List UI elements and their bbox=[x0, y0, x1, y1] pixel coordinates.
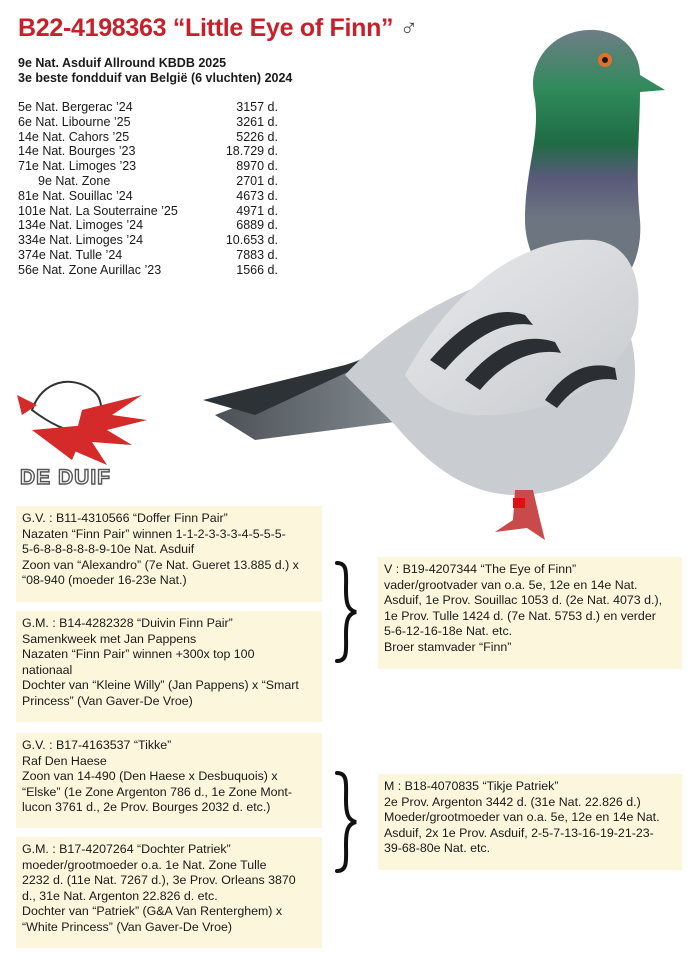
pedigree-line: 1e Prov. Tulle 1424 d. (7e Nat. 5753 d.) en verder bbox=[384, 608, 656, 623]
pedigree-line: Raf Den Haese bbox=[22, 753, 107, 768]
result-distance: 1566 d. bbox=[236, 262, 278, 277]
pedigree-line: “White Princess” (Van Gaver-De Vroe) bbox=[22, 919, 233, 934]
pedigree-line: 5-6-8-8-8-8-8-9-10e Nat. Asduif bbox=[22, 542, 195, 557]
result-race: 14e Nat. Cahors ’25 bbox=[18, 129, 130, 144]
pedigree-line: Zoon van 14-490 (Den Haese x Desbuquois) x bbox=[22, 769, 278, 784]
pedigree-line: G.V. : B17-4163537 “Tikke” bbox=[22, 738, 172, 752]
result-distance: 3157 d. bbox=[236, 100, 278, 114]
result-distance: 4673 d. bbox=[236, 188, 278, 203]
pedigree-line: Moeder/grootmoeder van o.a. 5e, 12e en 14e Nat. bbox=[384, 810, 660, 825]
result-race: 5e Nat. Bergerac ’24 bbox=[18, 100, 133, 114]
result-distance: 8970 d. bbox=[236, 159, 278, 174]
result-race: 334e Nat. Limoges ’24 bbox=[18, 233, 144, 248]
pedigree-line: 5-6-12-16-18e Nat. etc. bbox=[384, 624, 513, 639]
pedigree-line: Dochter van “Patriek” (G&A Van Renterghem) x bbox=[22, 904, 283, 919]
result-distance: 2701 d. bbox=[236, 173, 278, 188]
result-race: 101e Nat. La Souterraine ’25 bbox=[18, 203, 178, 218]
result-distance: 3261 d. bbox=[236, 114, 278, 129]
pedigree-line: Asduif, 2x 1e Prov. Asduif, 2-5-7-13-16-19-21-23- bbox=[384, 825, 654, 840]
pedigree-line: V : B19-4207344 “The Eye of Finn” bbox=[384, 562, 577, 576]
pedigree-line: “08-940 (moeder 16-23e Nat.) bbox=[22, 573, 187, 588]
result-distance: 5226 d. bbox=[236, 129, 278, 144]
result-race: 81e Nat. Souillac ’24 bbox=[18, 188, 133, 203]
pedigree-line: “Elske” (1e Zone Argenton 786 d., 1e Zone Mont- bbox=[22, 784, 292, 799]
pedigree-box-father bbox=[378, 557, 682, 669]
pedigree-line: G.M. : B14-4282328 “Duivin Finn Pair” bbox=[22, 616, 233, 630]
subtitle-line-2: 3e beste fondduif van België (6 vluchten) 2024 bbox=[18, 71, 293, 85]
pigeon-title: B22-4198363 “Little Eye of Finn” bbox=[18, 14, 394, 42]
result-race: 56e Nat. Zone Aurillac ’23 bbox=[18, 262, 162, 277]
pedigree-box-grandfather-maternal bbox=[16, 733, 322, 828]
result-distance: 7883 d. bbox=[236, 247, 278, 262]
subtitle-line-1: 9e Nat. Asduif Allround KBDB 2025 bbox=[18, 56, 227, 70]
pedigree-line: Zoon van “Alexandro” (7e Nat. Gueret 13.885 d.) x bbox=[22, 557, 299, 572]
result-distance: 18.729 d. bbox=[225, 144, 278, 159]
result-distance: 4971 d. bbox=[236, 203, 278, 218]
pedigree-line: nationaal bbox=[22, 662, 73, 677]
male-symbol: ♂ bbox=[399, 15, 418, 42]
brace-maternal bbox=[334, 770, 360, 874]
pedigree-line: Samenkweek met Jan Pappens bbox=[22, 631, 197, 646]
result-distance: 6889 d. bbox=[236, 218, 278, 233]
pigeon-image bbox=[195, 20, 675, 550]
pedigree-line: lucon 3761 d., 2e Prov. Bourges 2032 d. etc.) bbox=[22, 800, 271, 815]
pedigree-box-grandfather-paternal bbox=[16, 506, 322, 602]
pedigree-line: d., 31e Nat. Argenton 22.826 d. etc. bbox=[22, 888, 218, 903]
pedigree-line: Princess” (Van Gaver-De Vroe) bbox=[22, 693, 193, 708]
logo-text: DE DUIF bbox=[20, 466, 111, 489]
pedigree-line: 2232 d. (11e Nat. 7267 d.), 3e Prov. Orleans 3870 bbox=[22, 873, 296, 888]
pedigree-line: 39-68-80e Nat. etc. bbox=[384, 841, 491, 856]
pedigree-box-grandmother-maternal bbox=[16, 837, 322, 948]
leg-ring bbox=[513, 498, 525, 508]
pedigree-line: M : B18-4070835 “Tikje Patriek” bbox=[384, 779, 559, 793]
pedigree-line: 2e Prov. Argenton 3442 d. (31e Nat. 22.826 d.) bbox=[384, 794, 641, 809]
result-race: 374e Nat. Tulle ’24 bbox=[18, 247, 123, 262]
pedigree-line: G.M. : B17-4207264 “Dochter Patriek” bbox=[22, 842, 231, 856]
pedigree-line: moeder/grootmoeder o.a. 1e Nat. Zone Tulle bbox=[22, 857, 267, 872]
pedigree-line: G.V. : B11-4310566 “Doffer Finn Pair” bbox=[22, 511, 228, 525]
pedigree-box-mother bbox=[378, 774, 682, 870]
result-distance: 10.653 d. bbox=[225, 233, 278, 248]
result-race: 6e Nat. Libourne ’25 bbox=[18, 114, 131, 129]
pedigree-line: Dochter van “Kleine Willy” (Jan Pappens) x “Smart bbox=[22, 678, 299, 693]
result-race: 134e Nat. Limoges ’24 bbox=[18, 218, 144, 233]
legs-shape bbox=[495, 490, 545, 540]
pedigree-box-grandmother-paternal bbox=[16, 611, 322, 722]
result-race: 71e Nat. Limoges ’23 bbox=[18, 159, 137, 174]
pedigree-line: Broer stamvader “Finn” bbox=[384, 639, 512, 654]
pedigree-line: Asduif, 1e Prov. Souillac 1053 d. (2e Nat. 4073 d.), bbox=[384, 593, 663, 608]
brace-paternal bbox=[334, 560, 360, 664]
result-race: 9e Nat. Zone bbox=[38, 173, 111, 188]
pedigree-line: Nazaten “Finn Pair” winnen 1-1-2-3-3-3-4-5-5-5- bbox=[22, 526, 286, 541]
pedigree-line: Nazaten “Finn Pair” winnen +300x top 100 bbox=[22, 647, 255, 662]
pedigree-line: vader/grootvader van o.a. 5e, 12e en 14e Nat. bbox=[384, 577, 638, 592]
result-race: 14e Nat. Bourges ’23 bbox=[18, 144, 136, 159]
